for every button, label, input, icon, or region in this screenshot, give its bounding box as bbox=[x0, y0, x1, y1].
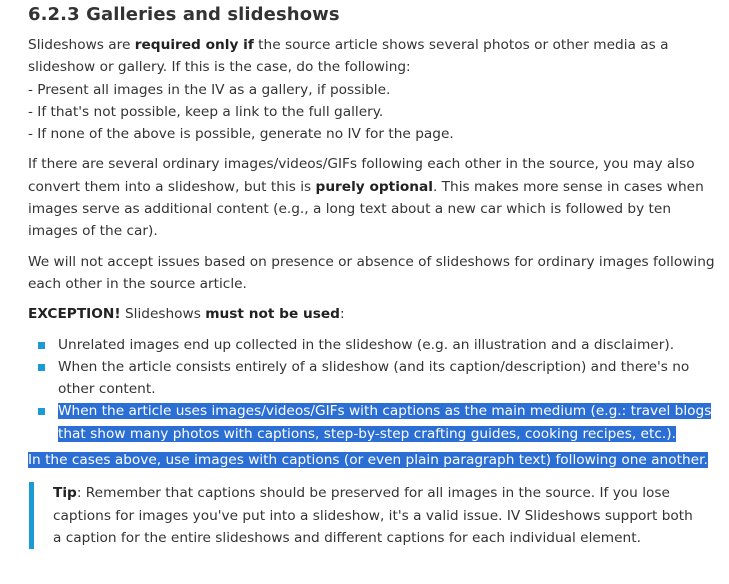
list-item-text: Unrelated images end up collected in the slideshow (e.g. an illustration and a disclaimer). bbox=[58, 336, 675, 353]
tip-line-3: a caption for the entire slideshows and different captions for each individual element. bbox=[53, 529, 641, 546]
cases-paragraph bbox=[28, 449, 718, 471]
para2-line-1: If there are several ordinary images/videos/GIFs following each other in the source, you may also bbox=[28, 156, 695, 173]
intro-line-1 bbox=[28, 34, 718, 56]
exception-list bbox=[28, 334, 718, 445]
square-bullet-icon bbox=[38, 408, 45, 415]
square-bullet-icon bbox=[38, 342, 45, 349]
list-item bbox=[28, 356, 718, 401]
para3-line-1: We will not accept issues based on presence or absence of slideshows for ordinary images following bbox=[28, 253, 715, 270]
para2-text: . This makes more sense in cases when bbox=[432, 178, 704, 195]
exception-text: Slideshows bbox=[120, 306, 206, 323]
section-heading: 6.2.3 Galleries and slideshows bbox=[28, 4, 340, 25]
selected-text: that show many photos with captions, step-by-step crafting guides, cooking recipes, etc.). bbox=[58, 425, 676, 442]
list-item-text: When the article consists entirely of a slideshow (and its caption/description) and there's no bbox=[58, 358, 690, 375]
exception-text: : bbox=[339, 306, 345, 323]
intro-paragraph bbox=[28, 34, 718, 145]
intro-option-1: - Present all images in the IV as a gallery, if possible. bbox=[28, 81, 391, 98]
optional-slideshow-paragraph bbox=[28, 153, 718, 242]
tip-line-1 bbox=[53, 482, 713, 504]
para3-line-2: each other in the source article. bbox=[28, 275, 247, 292]
list-item-text bbox=[58, 423, 718, 445]
tip-text: : Remember that captions should be preserved for all images in the source. If you lose bbox=[76, 485, 670, 502]
para2-text: convert them into a slideshow, but this is bbox=[28, 178, 316, 195]
para2-emphasis: purely optional bbox=[315, 178, 433, 195]
tip-callout bbox=[29, 482, 713, 549]
list-item bbox=[28, 334, 718, 356]
list-item bbox=[28, 400, 718, 445]
selected-text: When the article uses images/videos/GIFs with captions as the main medium (e.g.: travel blogs bbox=[58, 403, 712, 420]
selected-text: In the cases above, use images with captions (or even plain paragraph text) following one another. bbox=[28, 452, 708, 469]
tip-line-2: captions for images you've put into a slideshow, it's a valid issue. IV Slideshows support both bbox=[53, 507, 693, 524]
list-item-text bbox=[58, 400, 718, 422]
tip-label: Tip bbox=[53, 485, 77, 502]
intro-line-2: slideshow or gallery. If this is the case, do the following: bbox=[28, 59, 411, 76]
exception-emphasis: must not be used bbox=[205, 306, 340, 323]
exception-label: EXCEPTION! bbox=[28, 306, 121, 323]
para2-line-4: images of the car). bbox=[28, 223, 158, 240]
para2-line-3: images serve as additional content (e.g., a long text about a new car which is followed by ten bbox=[28, 201, 672, 218]
intro-text: Slideshows are bbox=[28, 37, 135, 53]
intro-emphasis: required only if bbox=[134, 37, 254, 53]
list-item-text: other content. bbox=[58, 381, 156, 398]
article-content bbox=[28, 3, 718, 549]
exception-paragraph bbox=[28, 303, 718, 325]
intro-option-3: - If none of the above is possible, generate no IV for the page. bbox=[28, 126, 454, 143]
intro-text: the source article shows several photos or other media as a bbox=[253, 37, 669, 53]
issues-paragraph bbox=[28, 251, 718, 296]
intro-option-2: - If that's not possible, keep a link to the full gallery. bbox=[28, 103, 384, 120]
square-bullet-icon bbox=[38, 364, 45, 371]
para2-line-2 bbox=[28, 176, 718, 198]
